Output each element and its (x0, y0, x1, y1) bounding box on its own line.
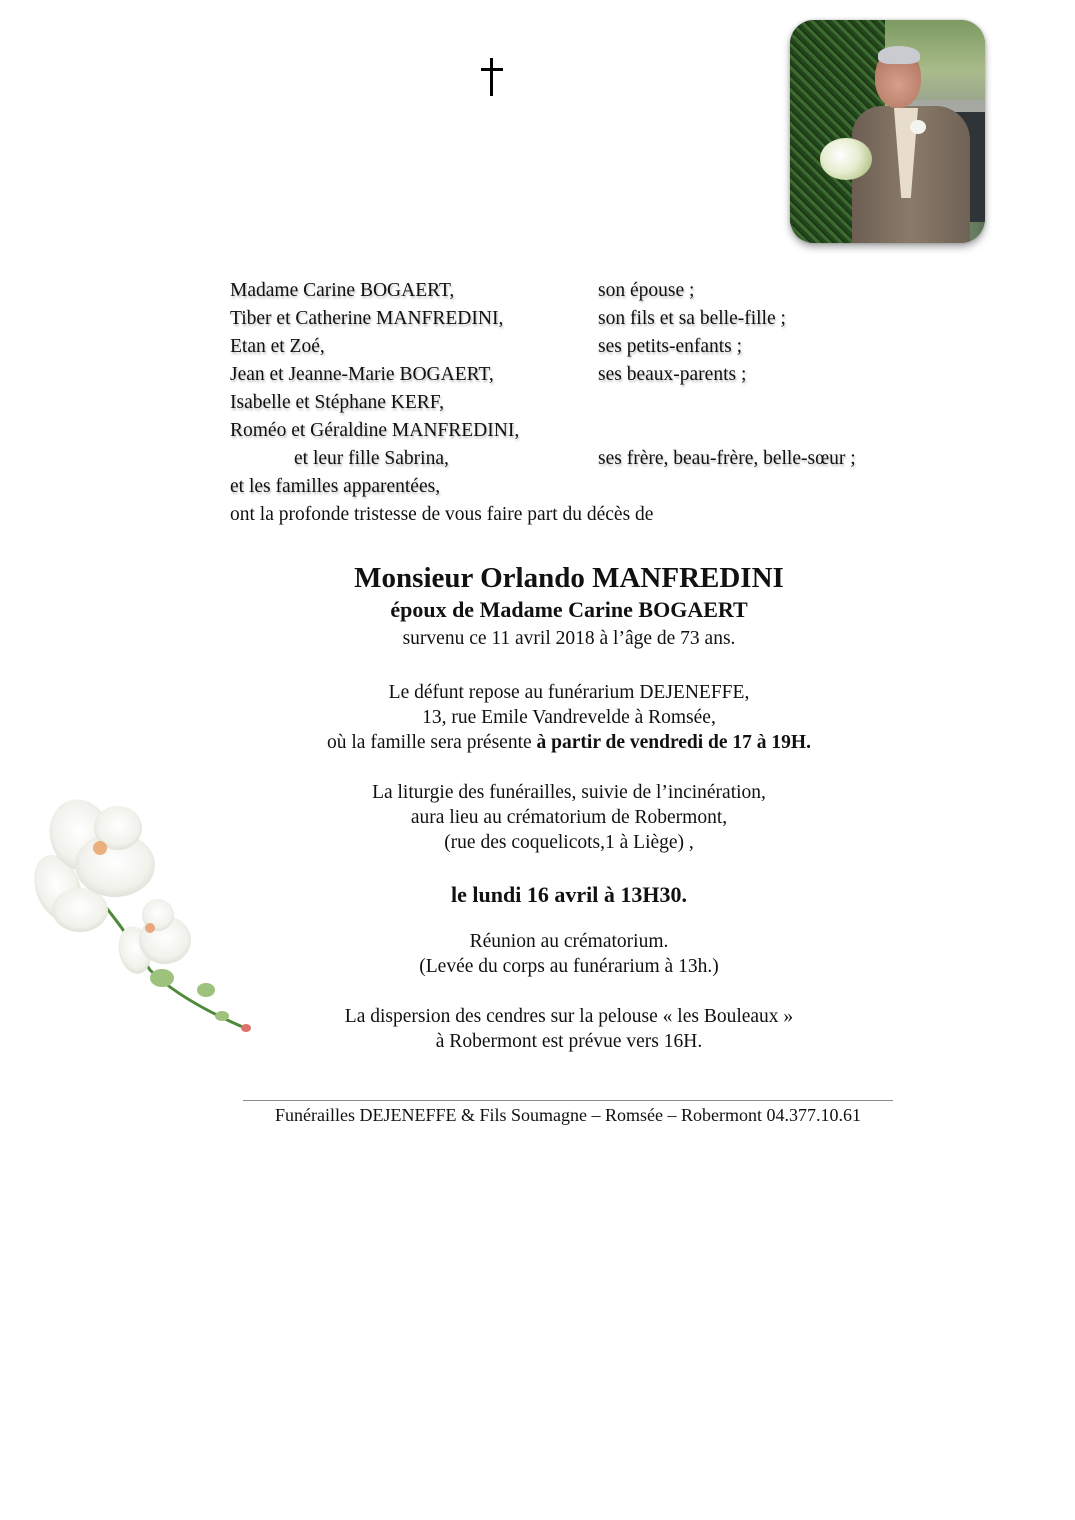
family-relation: ses petits-enfants ; (598, 336, 743, 357)
orchid-bud (197, 983, 215, 997)
visitation-line-3 (0, 730, 1075, 755)
announcement-intro: ont la profonde tristesse de vous faire part du décès de (230, 504, 654, 525)
family-row (230, 277, 930, 305)
meeting-line-1: Réunion au crématorium. (469, 931, 669, 952)
family-relation: son fils et sa belle-fille ; (598, 308, 786, 329)
family-name: Roméo et Géraldine MANFREDINI, (230, 420, 520, 441)
footer-divider (243, 1100, 893, 1101)
photo-bouquet (820, 138, 872, 180)
deceased-spouse: époux de Madame Carine BOGAERT (390, 597, 748, 622)
ceremony-line-1: La liturgie des funérailles, suivie de l’incinération, (372, 782, 766, 803)
ceremony-date: le lundi 16 avril à 13H30. (451, 882, 687, 907)
family-name: Jean et Jeanne-Marie BOGAERT, (230, 364, 494, 385)
dispersion-line-1: La dispersion des cendres sur la pelouse « les Bouleaux » (344, 1006, 794, 1027)
family-relation: ses frère, beau-frère, belle-sœur ; (598, 448, 856, 469)
latin-cross-icon (478, 52, 506, 98)
dispersion-line-2: à Robermont est prévue vers 16H. (435, 1031, 703, 1052)
family-relation: son épouse ; (598, 280, 695, 301)
family-name: et leur fille Sabrina, (294, 448, 449, 469)
visitation-line-1: Le défunt repose au funérarium DEJENEFFE, (388, 682, 750, 703)
family-row (230, 417, 930, 445)
family-relation: ses beaux-parents ; (598, 364, 747, 385)
funeral-home-footer: Funérailles DEJENEFFE & Fils Soumagne – Romsée – Robermont 04.377.10.61 (275, 1105, 861, 1125)
death-date: survenu ce 11 avril 2018 à l’âge de 73 ans. (402, 628, 736, 649)
deceased-name: Monsieur Orlando MANFREDINI (354, 562, 784, 594)
family-row (230, 305, 930, 333)
family-row (230, 389, 930, 417)
family-list (230, 277, 930, 501)
family-row (230, 333, 930, 361)
family-name: Madame Carine BOGAERT, (230, 280, 455, 301)
family-row (230, 445, 930, 473)
visitation-hours: à partir de vendredi de 17 à 19H. (536, 732, 811, 753)
family-row (230, 473, 930, 501)
photo-boutonniere (910, 120, 926, 134)
family-row (230, 361, 930, 389)
visitation-text: où la famille sera présente (327, 732, 537, 753)
portrait-photo (790, 20, 985, 243)
family-name: et les familles apparentées, (230, 476, 441, 497)
visitation-line-2: 13, rue Emile Vandrevelde à Romsée, (422, 707, 716, 728)
meeting-line-2: (Levée du corps au funérarium à 13h.) (419, 956, 719, 977)
cross-horizontal-bar (481, 68, 503, 71)
cross-vertical-bar (490, 58, 493, 96)
ceremony-line-3: (rue des coquelicots,1 à Liège) , (444, 832, 694, 853)
ceremony-line-2: aura lieu au crématorium de Robermont, (410, 807, 728, 828)
family-name: Etan et Zoé, (230, 336, 325, 357)
photo-hair (878, 46, 920, 64)
family-name: Tiber et Catherine MANFREDINI, (230, 308, 504, 329)
family-name: Isabelle et Stéphane KERF, (230, 392, 444, 413)
